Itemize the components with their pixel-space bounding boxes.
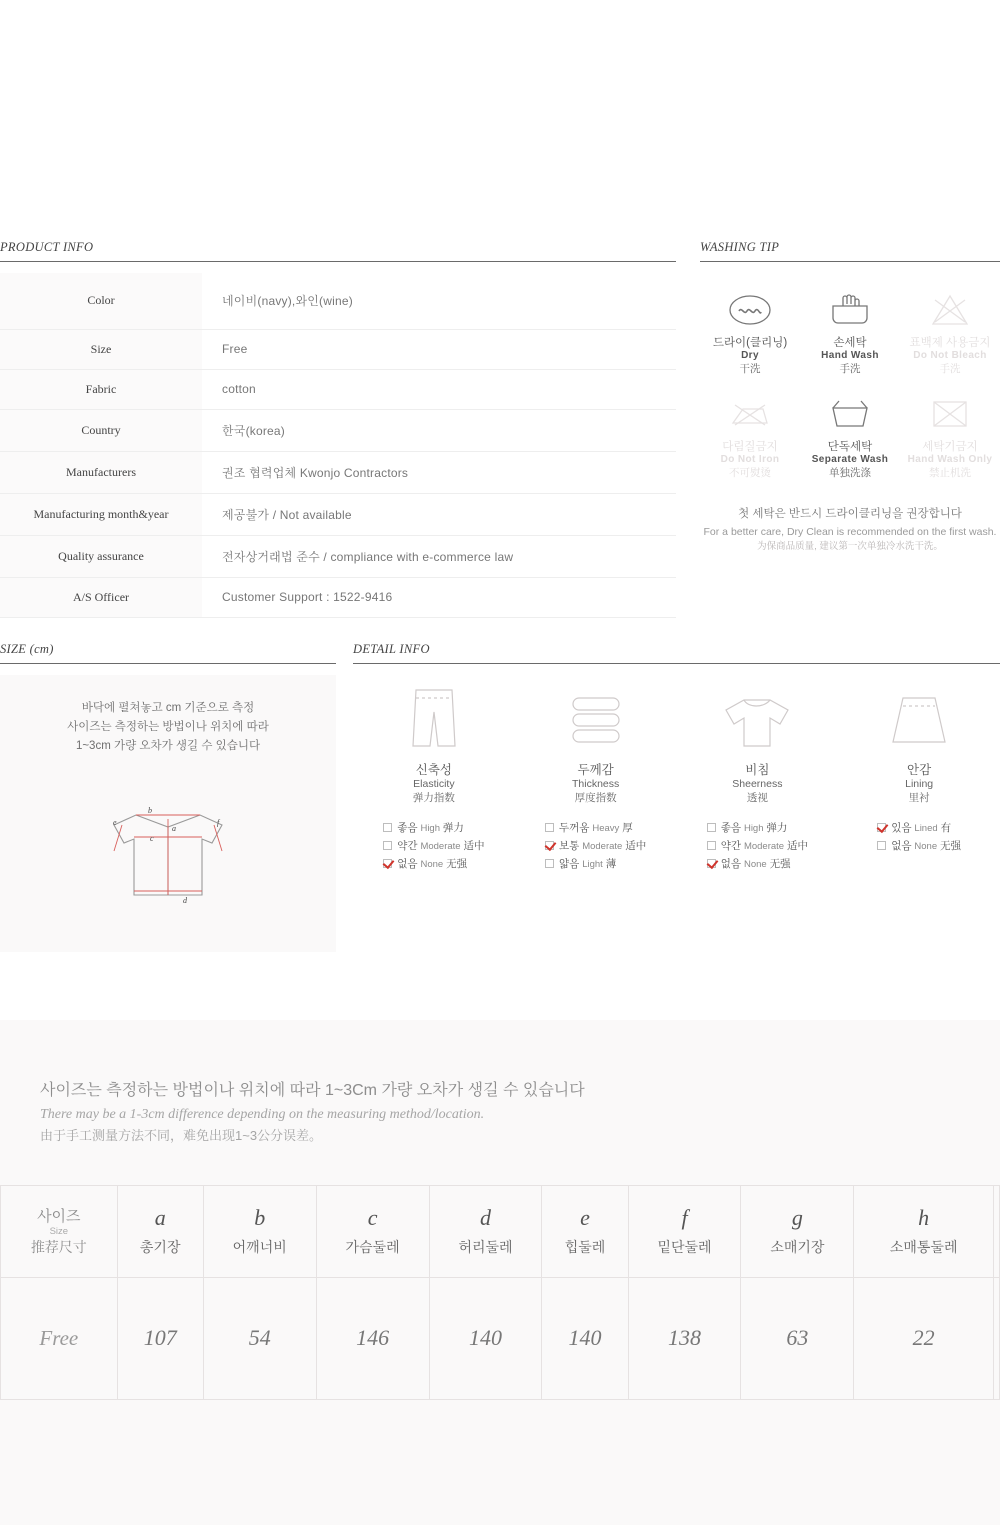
option-cn: 适中 [463, 840, 485, 852]
size-caption-line3: 1~3cm 가량 오차가 생길 수 있습니다 [75, 739, 261, 752]
size-row-label: Free [1, 1277, 118, 1399]
svg-text:d: d [183, 896, 187, 905]
product-info-key: Quality assurance [0, 535, 202, 577]
table-row [0, 535, 676, 577]
washing-item-separate-wash [800, 388, 900, 482]
column-label: 소매기장 [770, 1239, 825, 1256]
table-row [0, 273, 676, 329]
hand-wash-icon [800, 288, 900, 332]
size-column-header [429, 1185, 542, 1277]
option-en: Lined [914, 823, 938, 834]
washing-item-no-bleach [900, 284, 1000, 378]
size-chart-section [0, 1020, 1000, 1525]
washing-item-en: Separate Wash [811, 454, 889, 465]
checkbox[interactable] [383, 841, 392, 850]
option-ko: 약간 [397, 840, 418, 852]
detail-item-elasticity [353, 682, 515, 874]
size-caption-line1: 바닥에 펼쳐놓고 cm 기준으로 측정 [81, 702, 255, 714]
size-cell-empty [993, 1277, 999, 1399]
column-letter: f [681, 1205, 688, 1231]
checkbox-checked[interactable] [383, 859, 392, 868]
size-column-header [316, 1185, 429, 1277]
separate-wash-icon [800, 392, 900, 436]
column-label: 밑단둘레 [657, 1239, 712, 1256]
column-label: 어깨너비 [232, 1239, 287, 1256]
checkbox[interactable] [545, 859, 554, 868]
option-en: None [743, 859, 767, 870]
option-ko: 없음 [397, 858, 418, 870]
option-row[interactable] [877, 820, 961, 835]
option-en: High [743, 823, 764, 834]
washing-tip-block [700, 240, 1000, 555]
detail-options [383, 817, 484, 874]
product-info-key: Fabric [0, 369, 202, 409]
skirt-icon [838, 682, 1000, 750]
column-label: 힙둘레 [564, 1239, 606, 1256]
detail-item-en: Sheerness [732, 778, 783, 790]
washing-item-cn: 干洗 [739, 363, 761, 375]
option-row[interactable] [877, 838, 961, 853]
option-row[interactable] [545, 856, 646, 871]
size-column-header [117, 1185, 203, 1277]
washing-item-en: Hand Wash Only [907, 454, 993, 465]
detail-info-title: DETAIL INFO [353, 642, 1000, 664]
washing-note-en: For a better care, Dry Clean is recommended on the first wash. [703, 525, 997, 538]
column-letter: b [254, 1205, 266, 1231]
column-letter: a [154, 1205, 166, 1231]
table-row [0, 369, 676, 409]
size-column-header [542, 1185, 628, 1277]
column-label: 허리둘레 [458, 1239, 513, 1256]
no-iron-icon [700, 392, 800, 436]
option-ko: 없음 [720, 858, 742, 870]
column-letter: e [580, 1205, 590, 1231]
option-en: High [420, 823, 440, 834]
size-cell: 140 [542, 1277, 628, 1399]
notice-cn: 由于手工测量方法不同，难免出现1~3公分误差。 [40, 1127, 323, 1143]
tshirt-icon [677, 682, 839, 750]
checkbox[interactable] [383, 823, 392, 832]
option-ko: 있음 [891, 822, 912, 834]
option-row[interactable] [545, 838, 646, 853]
washing-item-hand-wash [800, 284, 900, 378]
detail-item-en: Thickness [571, 778, 620, 790]
product-info-value: 네이비(navy),와인(wine) [202, 273, 676, 329]
no-machine-wash-icon [900, 392, 1000, 436]
washing-item-dry [700, 284, 800, 378]
washing-item-ko: 표백제 사용금지 [909, 337, 991, 349]
no-bleach-icon [900, 288, 1000, 332]
option-row[interactable] [707, 820, 808, 835]
size-cell: 54 [203, 1277, 316, 1399]
detail-item-lining [838, 682, 1000, 874]
washing-note [700, 506, 1000, 555]
column-label: 소매통둘레 [889, 1239, 958, 1256]
size-cell: 63 [741, 1277, 854, 1399]
column-letter: g [791, 1205, 803, 1231]
option-en: Moderate [420, 841, 461, 852]
size-column-header [854, 1185, 994, 1277]
washing-tip-title: WASHING TIP [700, 240, 1000, 262]
option-en: Moderate [743, 841, 785, 852]
option-en: None [420, 859, 444, 870]
option-ko: 좋음 [720, 822, 742, 834]
option-cn: 弹力 [766, 822, 788, 834]
product-info-value: 한국(korea) [202, 409, 676, 451]
size-column-header [741, 1185, 854, 1277]
size-header-cn: 推荐尺寸 [30, 1239, 87, 1256]
notice-en: There may be a 1-3cm difference depending on the measuring method/location. [40, 1106, 485, 1122]
dry-clean-icon [700, 288, 800, 332]
product-info-block [0, 240, 676, 618]
detail-item-cn: 里衬 [908, 792, 930, 804]
measurement-notice [0, 1020, 1000, 1147]
washing-item-cn: 不可熨烫 [729, 467, 771, 479]
option-cn: 适中 [787, 840, 809, 852]
size-column-header [203, 1185, 316, 1277]
option-cn: 无强 [446, 858, 468, 870]
size-cell: 107 [117, 1277, 203, 1399]
svg-text:f: f [217, 818, 220, 827]
table-row [1, 1277, 1000, 1399]
washing-item-en: Do Not Bleach [913, 350, 987, 361]
option-ko: 두꺼움 [558, 822, 590, 834]
pants-icon [353, 682, 515, 750]
washing-item-ko: 다림질금지 [722, 441, 778, 453]
svg-text:a: a [172, 824, 176, 833]
washing-item-ko: 드라이(클리닝) [712, 337, 788, 349]
checkbox-checked[interactable] [707, 859, 716, 868]
product-info-key: Color [0, 273, 202, 329]
washing-item-en: Hand Wash [821, 350, 879, 361]
size-header-cell [1, 1185, 118, 1277]
washing-note-cn: 为保商品质量, 建议第一次单独冷水洗干洗。 [757, 541, 943, 553]
size-table [0, 1185, 1000, 1400]
table-row [0, 493, 676, 535]
washing-item-en: Dry [741, 350, 759, 361]
option-cn: 厚 [622, 822, 633, 834]
option-en: None [914, 841, 938, 852]
option-row[interactable] [383, 820, 484, 835]
size-column-header [628, 1185, 741, 1277]
option-row[interactable] [545, 820, 646, 835]
washing-item-cn: 手洗 [839, 363, 861, 375]
option-row[interactable] [707, 856, 808, 871]
option-en: Heavy [592, 823, 620, 834]
detail-item-ko: 안감 [907, 763, 932, 777]
washing-icon-grid [700, 284, 1000, 482]
size-cell: 138 [628, 1277, 741, 1399]
option-ko: 없음 [891, 840, 912, 852]
product-info-key: Manufacturing month&year [0, 493, 202, 535]
option-en: Light [582, 859, 603, 870]
column-letter: h [918, 1205, 930, 1231]
checkbox-checked[interactable] [877, 823, 886, 832]
product-info-value: 권조 협력업체 Kwonjo Contractors [202, 451, 676, 493]
option-row[interactable] [383, 838, 484, 853]
detail-item-thickness [515, 682, 677, 874]
detail-item-en: Lining [905, 778, 934, 790]
layers-icon [515, 682, 677, 750]
column-letter: d [479, 1205, 491, 1231]
detail-item-ko: 비침 [745, 763, 770, 777]
product-info-title: PRODUCT INFO [0, 240, 676, 262]
washing-note-ko: 첫 세탁은 반드시 드라이클리닝을 권장합니다 [738, 508, 962, 520]
option-cn: 薄 [605, 858, 617, 870]
checkbox[interactable] [707, 823, 716, 832]
column-label: 총기장 [139, 1239, 181, 1256]
table-row [0, 451, 676, 493]
size-header-ko: 사이즈 [37, 1208, 81, 1226]
washing-item-no-machine-wash [900, 388, 1000, 482]
detail-item-ko: 두께감 [577, 763, 614, 777]
product-info-value: 전자상거래법 준수 / compliance with e-commerce law [202, 535, 676, 577]
detail-info-block [353, 642, 1000, 874]
size-cell: 146 [316, 1277, 429, 1399]
size-caption-line2: 사이즈는 측정하는 방법이나 위치에 따라 [67, 720, 269, 733]
product-info-key: Manufacturers [0, 451, 202, 493]
column-label: 가슴둘레 [345, 1239, 400, 1256]
option-row[interactable] [707, 838, 808, 853]
size-diagram [0, 675, 336, 952]
option-cn: 有 [940, 822, 952, 834]
washing-item-ko: 세탁기금지 [922, 441, 978, 453]
checkbox[interactable] [707, 841, 716, 850]
product-info-key: Size [0, 329, 202, 369]
washing-item-cn: 单独洗涤 [829, 467, 871, 479]
size-cell: 140 [429, 1277, 542, 1399]
size-column-header-empty [993, 1185, 999, 1277]
option-en: Moderate [582, 841, 623, 852]
option-row[interactable] [383, 856, 484, 871]
washing-item-en: Do Not Iron [720, 454, 780, 465]
checkbox-checked[interactable] [545, 841, 554, 850]
option-cn: 适中 [625, 840, 647, 852]
detail-info-grid [353, 682, 1000, 874]
table-row [0, 329, 676, 369]
option-ko: 얇음 [558, 858, 580, 870]
size-header-en: Size [49, 1226, 69, 1238]
option-ko: 보통 [558, 840, 580, 852]
washing-item-cn: 禁止机洗 [929, 467, 971, 479]
product-info-value: Free [202, 329, 676, 369]
washing-item-cn: 手洗 [939, 363, 961, 375]
detail-item-en: Elasticity [413, 778, 455, 790]
size-title: SIZE (cm) [0, 642, 336, 664]
detail-item-cn: 弹力指数 [412, 792, 455, 804]
garment-illustration-icon [0, 785, 336, 935]
product-info-key: A/S Officer [0, 577, 202, 617]
detail-options [545, 817, 646, 874]
detail-options [877, 817, 961, 856]
svg-text:e: e [113, 818, 117, 827]
table-row [0, 577, 676, 617]
product-info-value: Customer Support : 1522-9416 [202, 577, 676, 617]
product-info-value: 제공불가 / Not available [202, 493, 676, 535]
product-info-value: cotton [202, 369, 676, 409]
detail-item-sheerness [677, 682, 839, 874]
option-cn: 无强 [940, 840, 962, 852]
checkbox[interactable] [545, 823, 554, 832]
option-ko: 약간 [720, 840, 742, 852]
detail-options [707, 817, 808, 874]
option-cn: 无强 [769, 858, 791, 870]
notice-ko: 사이즈는 측정하는 방법이나 위치에 따라 1~3Cm 가량 오차가 생길 수 있습니다 [40, 1082, 585, 1099]
washing-item-no-iron [700, 388, 800, 482]
washing-item-ko: 손세탁 [833, 337, 867, 349]
option-cn: 弹力 [442, 822, 464, 834]
checkbox[interactable] [877, 841, 886, 850]
product-info-table [0, 273, 676, 618]
detail-item-cn: 透视 [746, 792, 768, 804]
column-letter: c [367, 1205, 378, 1231]
size-cell: 22 [854, 1277, 994, 1399]
detail-item-ko: 신축성 [415, 763, 452, 777]
svg-text:c: c [150, 834, 154, 843]
table-row [0, 409, 676, 451]
detail-item-cn: 厚度指数 [574, 792, 617, 804]
size-block [0, 642, 336, 952]
product-info-key: Country [0, 409, 202, 451]
option-ko: 좋음 [397, 822, 418, 834]
table-header-row [1, 1185, 1000, 1277]
svg-text:b: b [148, 806, 152, 815]
size-caption [0, 675, 336, 756]
washing-item-ko: 단독세탁 [827, 441, 873, 453]
